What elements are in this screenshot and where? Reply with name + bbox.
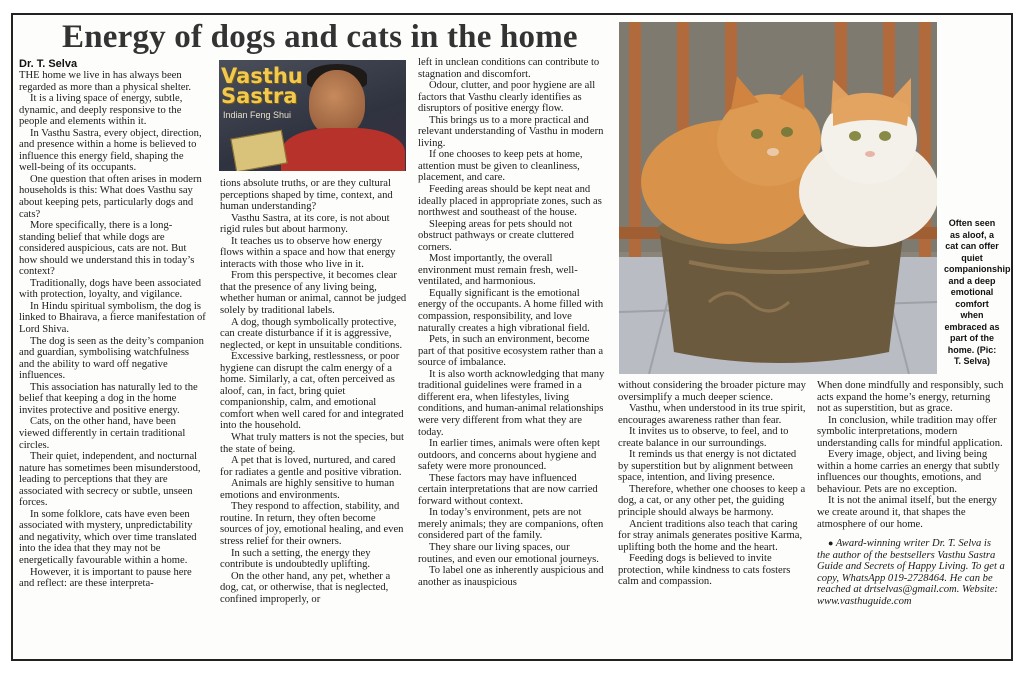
paragraph: These factors may have influenced certain interpretations that are now carried forward without context. — [418, 472, 598, 507]
paragraph: Their quiet, independent, and nocturnal nature has sometimes been misunderstood, leading to perceptions that they are associated with secrecy or subtle, unseen forces. — [19, 451, 201, 509]
paragraph: Vasthu, when understood in its true spirit, encourages awareness rather than fear. — [618, 403, 806, 426]
paragraph: Feeding dogs is believed to invite protection, while kindness to cats fosters calm and compassion. — [618, 553, 791, 588]
paragraph: In such a setting, the energy they contribute is undoubtedly uplifting. — [220, 547, 371, 571]
author-portrait — [219, 60, 406, 171]
paragraph: It teaches us to observe how energy flows within a space and how that energy interacts with those who live in it. — [220, 235, 396, 270]
byline: Dr. T. Selva — [19, 58, 78, 70]
logo-line-1: Vasthu — [221, 64, 303, 88]
paragraph: However, it is important to pause here and reflect: are these interpreta- — [19, 566, 192, 590]
paragraph: Therefore, whether one chooses to keep a dog, a cat, or any other pet, the guiding principle should always be harmony. — [618, 483, 806, 519]
paragraph: On the other hand, any pet, whether a dog, cat, or otherwise, that is neglected, confined improperly, or — [220, 570, 391, 605]
article-column-4 — [618, 380, 808, 650]
paragraph: Pets, in such an environment, become part of that positive ecosystem rather than a source of imbalance. — [418, 334, 604, 369]
paragraph: From this perspective, it becomes clear that the presence of any living being, whether human or animal, cannot be judged solely by traditional labels. — [220, 270, 407, 317]
paragraph: The dog is seen as the deity’s companion and guardian, symbolising watchfulness and the ability to ward off negative influences. — [19, 335, 204, 382]
paragraph: If one chooses to keep pets at home, attention must be given to cleanliness, placement, and care. — [418, 149, 583, 184]
article-column-1 — [19, 70, 206, 650]
paragraph: without considering the broader picture may oversimplify a much deeper science. — [618, 380, 806, 403]
paragraph: It is a living space of energy, subtle, dynamic, and deeply responsive to the people and elements within it. — [19, 93, 183, 128]
paragraph: A pet that is loved, nurtured, and cared for radiates a gentle and positive vibration. — [220, 455, 402, 478]
article-column-3 — [418, 57, 608, 650]
paragraph: It is also worth acknowledging that many traditional guidelines were framed in a different era, when lifestyles, living conditions, and human-animal relationships were very different from what they are today. — [418, 368, 605, 438]
paragraph: Most importantly, the overall environment must remain fresh, well-ventilated, and harmonious. — [418, 253, 578, 288]
paragraph: It reminds us that energy is not dictated by superstition but by alignment between space, intention, and living presence. — [618, 449, 797, 484]
paragraph: Odour, clutter, and poor hygiene are all factors that Vasthu clearly identifies as disruptors of positive energy flow. — [418, 80, 596, 115]
column-5-body — [817, 380, 1005, 530]
paragraph: In Vasthu Sastra, every object, direction, and presence within a home is believed to influence this energy field, shaping the well-being of its occupants. — [19, 127, 202, 174]
paragraph: left in unclean conditions can contribute to stagnation and discomfort. — [418, 57, 600, 80]
vasthu-sastra-logo — [221, 66, 303, 106]
cats-in-pot-photo — [619, 22, 937, 374]
bio-bullet-icon: ● — [828, 538, 834, 549]
paragraph: This brings us to a more practical and relevant understanding of Vasthu in modern living. — [418, 114, 604, 149]
paragraph: One question that often arises in modern households is this: What does Vasthu say about keeping pets, particularly dogs and cats? — [19, 173, 202, 220]
paragraph: Every image, object, and living being within a home carries an energy that subtly influences our thoughts, emotions, and behaviour. Pets are no exception. — [817, 449, 1000, 495]
paragraph: Feeding areas should be kept neat and ideally placed in appropriate zones, such as northwest and southeast of the house. — [418, 184, 602, 219]
paragraph: Sleeping areas for pets should not obstruct pathways or create cluttered corners. — [418, 218, 574, 253]
article-column-5 — [817, 380, 1005, 650]
paragraph: It is not the animal itself, but the energy we create around it, that shapes the atmosphere of our home. — [817, 495, 997, 530]
photo-caption: Often seen as aloof, a cat can offer quiet companionship and a deep emotional comfort when embraced as part of the home. (Pic: T. Selva) — [944, 218, 1011, 366]
paragraph: tions absolute truths, or are they cultural perceptions shaped by time, context, and human understanding? — [220, 178, 393, 213]
paragraph: What truly matters is not the species, but the state of being. — [220, 432, 404, 455]
paragraph: More specifically, there is a long-standing belief that while dogs are considered auspicious, cats are not. But how should we understand this in today’s context? — [19, 220, 195, 278]
paragraph: In today’s environment, pets are not merely animals; they are companions, often considered part of the family. — [418, 507, 604, 542]
paragraph: They respond to affection, stability, and routine. In return, they often become sources of joy, emotional healing, and even stress relief for their owners. — [220, 501, 404, 547]
portrait-shirt — [281, 128, 405, 171]
paragraph: This association has naturally led to the belief that keeping a dog in the home invites protective and positive energy. — [19, 381, 198, 416]
paragraph: Cats, on the other hand, have been viewed differently in certain traditional circles. — [19, 416, 186, 451]
bio-text: Award-winning writer Dr. T. Selva is the author of the bestsellers Vasthu Sastra Guide and Secrets of Happy Living. To get a copy, WhatsApp 019-2728464. He can be reached at drtselvas@gmail.com. Website: www.vasthuguide.com — [817, 538, 1005, 607]
author-bio — [817, 538, 1005, 607]
paragraph: It invites us to observe, to feel, and to create balance in our surroundings. — [618, 426, 789, 449]
paragraph: In some folklore, cats have even been associated with mystery, unpredictability and negativity, which over time translated into the idea that they may not be energetically favourable within a home. — [19, 508, 197, 566]
paragraph: In earlier times, animals were often kept outdoors, and concerns about hygiene and safety were more pronounced. — [418, 438, 600, 473]
paragraph: In Hindu spiritual symbolism, the dog is linked to Bhairava, a fierce manifestation of Lord Shiva. — [19, 300, 206, 336]
article-column-2 — [220, 178, 408, 650]
paragraph: Equally significant is the emotional energy of the occupants. A home filled with compassion, responsibility, and love naturally creates a high vibrational field. — [418, 287, 604, 334]
paragraph: In conclusion, while tradition may offer symbolic interpretations, modern understanding calls for mindful application. — [817, 414, 1003, 449]
paragraph: Vasthu Sastra, at its core, is not about rigid rules but about harmony. — [220, 212, 390, 236]
paragraph: Excessive barking, restlessness, or poor hygiene can disrupt the calm energy of a home. Similarly, a cat, often perceived as aloof, can, in fact, bring quiet companionship, calm, and emotional comfort when well cared for and integrated into the household. — [220, 351, 404, 432]
logo-line-2: Sastra — [221, 84, 298, 108]
paragraph: A dog, though symbolically protective, can create disturbance if it is aggressive, neglected, or kept in unsuitable conditions. — [220, 316, 403, 351]
paragraph: Traditionally, dogs have been associated with protection, loyalty, and vigilance. — [19, 277, 202, 301]
paragraph: THE home we live in has always been regarded as more than a physical shelter. — [19, 70, 192, 93]
paragraph: When done mindfully and responsibly, such acts expand the home’s energy, returning not as superstition, but as grace. — [817, 380, 1004, 415]
paragraph: They share our living spaces, our routines, and even our emotional journeys. — [418, 541, 599, 565]
paragraph: Animals are highly sensitive to human emotions and environments. — [220, 478, 395, 501]
cats-illustration — [619, 22, 937, 374]
portrait-face — [309, 70, 365, 136]
portrait-book — [230, 130, 287, 171]
paragraph: Ancient traditions also teach that caring for stray animals generates positive Karma, uplifting both the home and the heart. — [618, 518, 803, 553]
headline: Energy of dogs and cats in the home — [62, 19, 578, 55]
paragraph: To label one as inherently auspicious and another as inauspicious — [418, 565, 604, 588]
logo-subtitle: Indian Feng Shui — [223, 110, 292, 120]
